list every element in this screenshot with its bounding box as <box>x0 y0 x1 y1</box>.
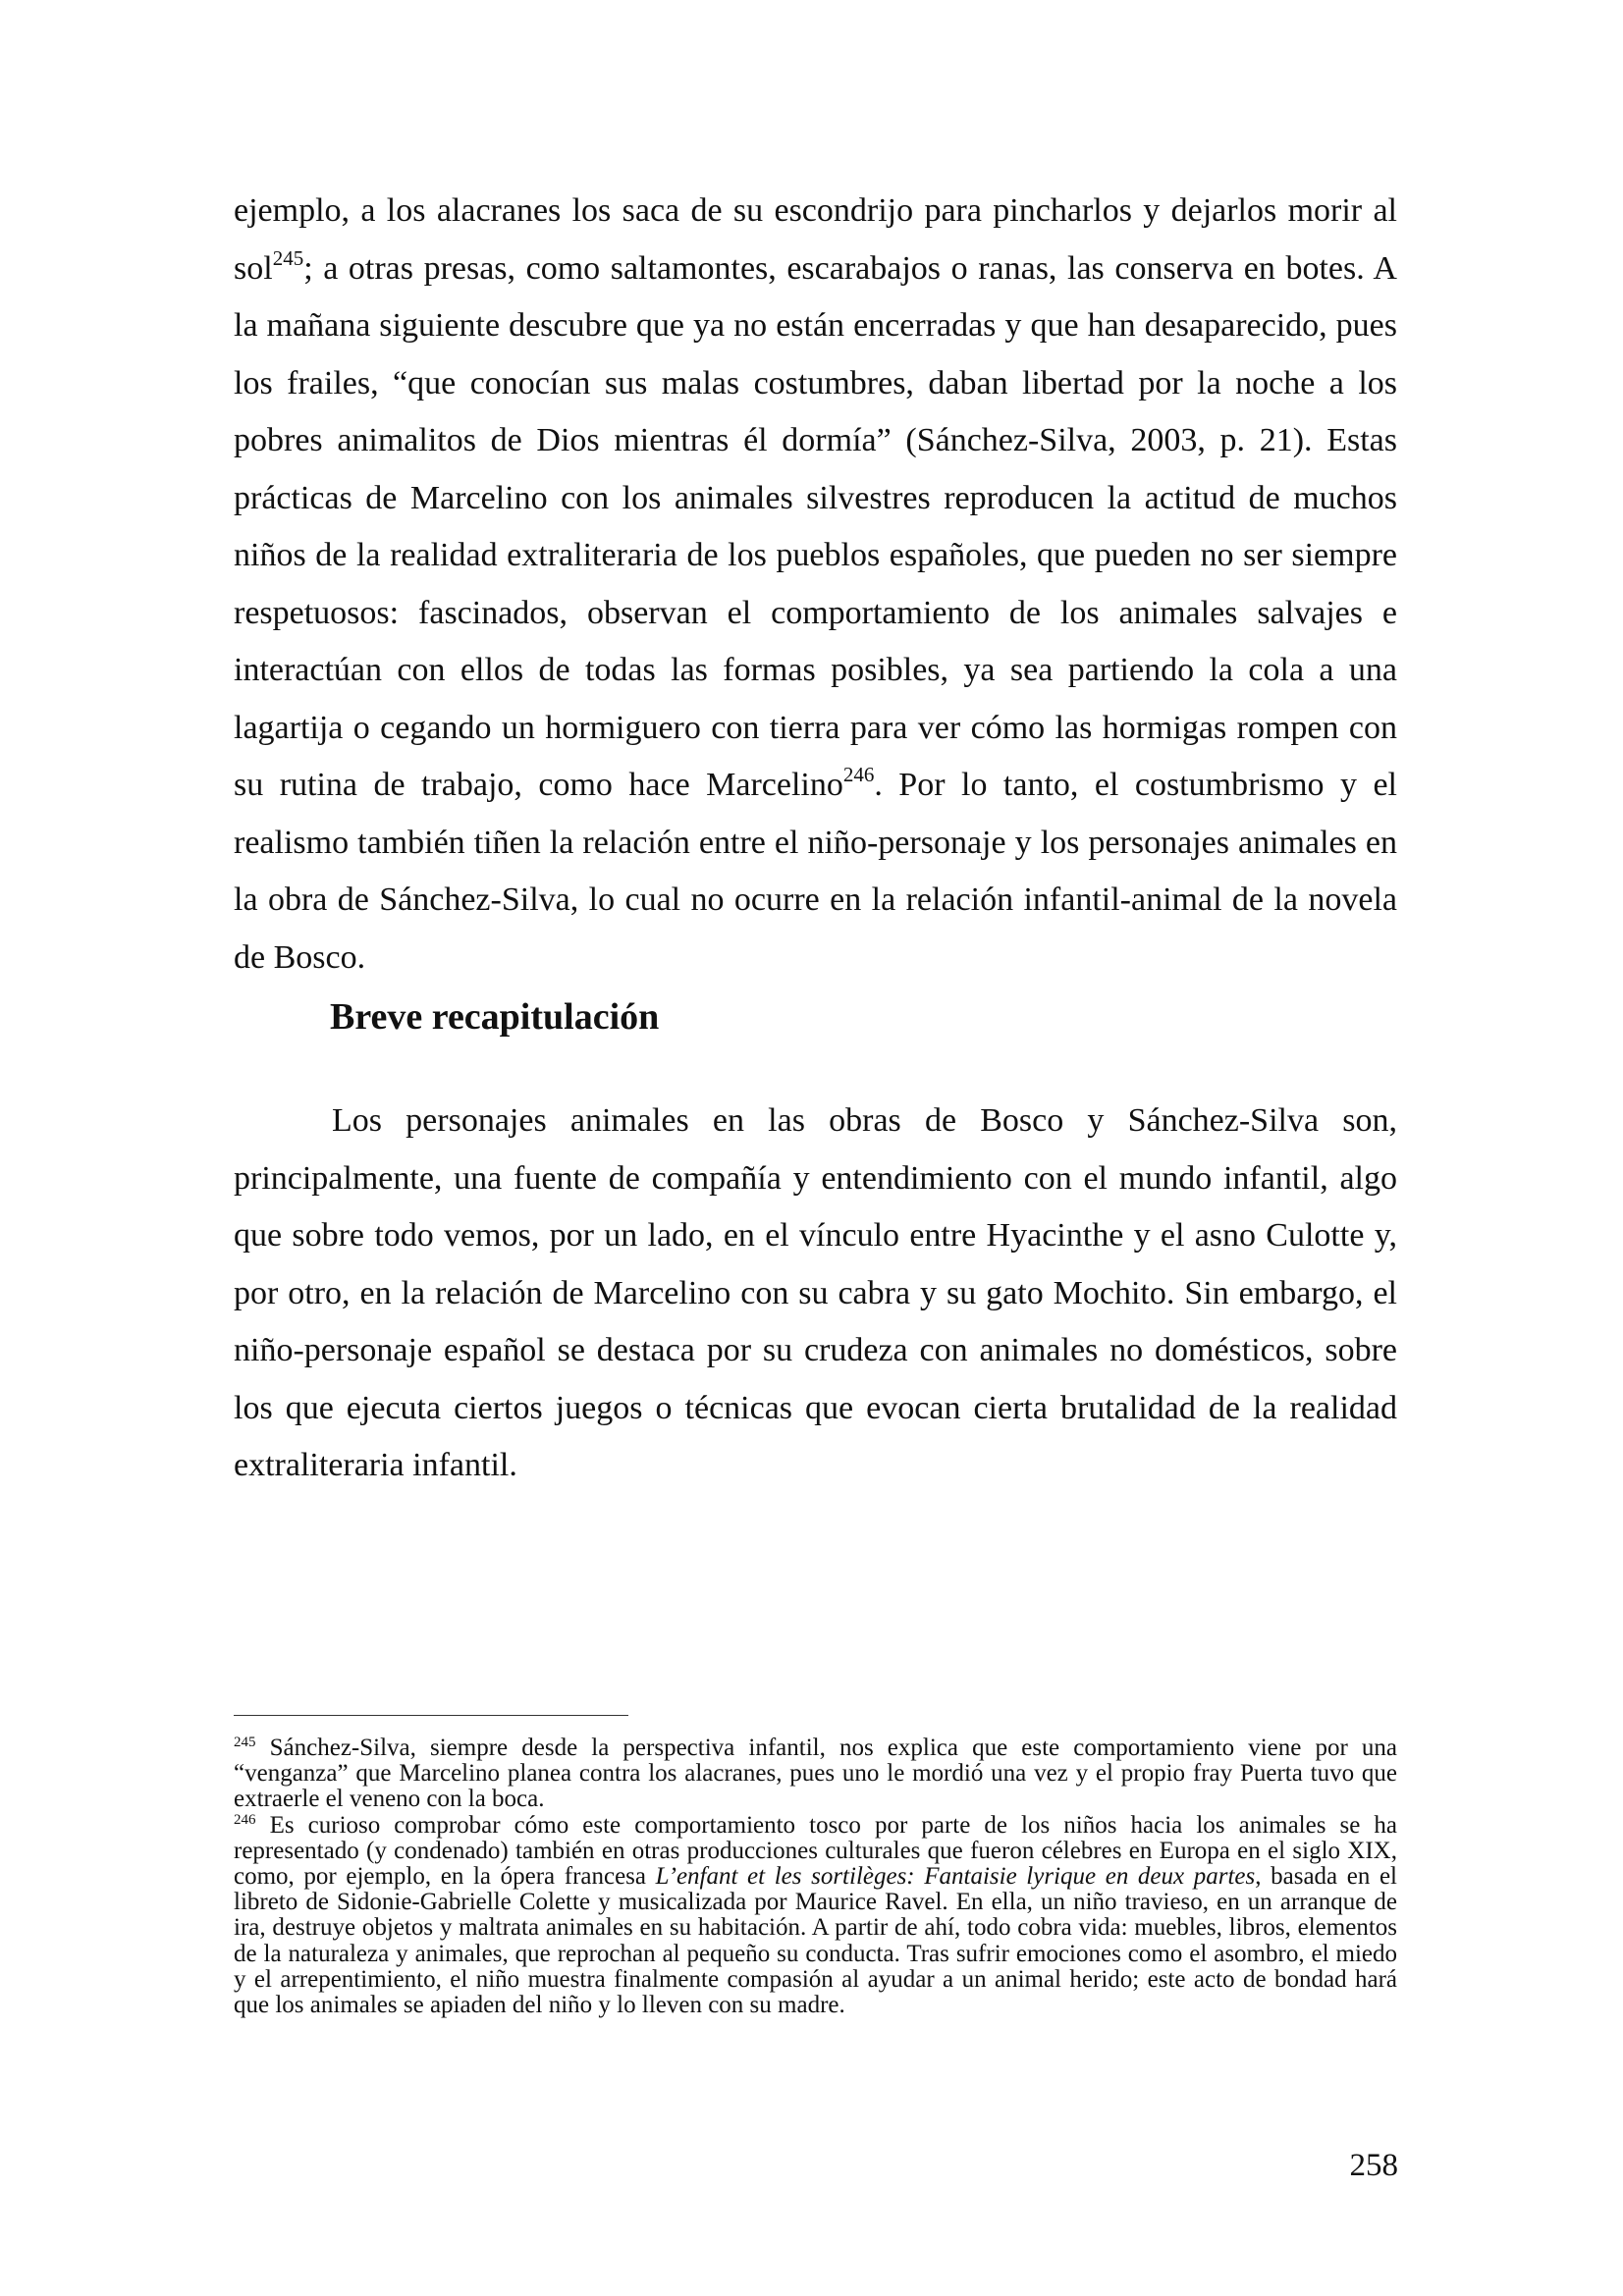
footnote-number-246: 246 <box>234 1811 256 1828</box>
footnote-number-245: 245 <box>234 1735 256 1750</box>
paragraph-1-text-c: . Por lo tanto, el costumbrismo y el realismo también tiñen la relación entre el niño-personaje y los personajes animales en la obra de Sánchez-Silva, lo cual no ocurre en la relación infantil-animal de la novela de Bosco. <box>234 767 1397 976</box>
footnote-246-text-a: Es curioso comprobar cómo este comportamiento tosco por parte de los niños hacia los animales se ha representado (y condenado) también en otras producciones culturales que fueron célebres en Europa en el siglo XIX, como, por ejemplo, en la ópera francesa <box>234 1811 1398 1891</box>
footnotes <box>234 1735 1397 2018</box>
footnote-ref-246[interactable]: 246 <box>842 763 875 786</box>
footnote-246 <box>234 1813 1397 2019</box>
footnote-ref-245[interactable]: 245 <box>272 245 304 270</box>
paragraph-1-text-b: ; a otras presas, como saltamontes, escarabajos o ranas, las conserva en botes. A la mañana siguiente descubre que ya no están encerradas y que han desaparecido, pues los frailes, “que conocían sus malas costumbres, daban libertad por la noche a los pobres animalitos de Dios mientras él dormía” (Sánchez-Silva, 2003, p. 21). Estas prácticas de Marcelino con los animales silvestres reproducen la actitud de muchos niños de la realidad extraliteraria de los pueblos españoles, que pueden no ser siempre respetuosos: fascinados, observan el comportamiento de los animales salvajes e interactúan con ellos de todas las formas posibles, ya sea partiendo la cola a una lagartija o cegando un hormiguero con tierra para ver cómo las hormigas rompen con su rutina de trabajo, como hace Marcelino <box>234 249 1397 803</box>
footnote-separator <box>234 1715 628 1716</box>
paragraph-1-text-a: ejemplo, a los alacranes los saca de su escondrijo para pincharlos y dejarlos morir al sol <box>234 192 1397 287</box>
footnote-246-text-b: , basada en el libreto de Sidonie-Gabrielle Colette y musicalizada por Maurice Ravel. En ella, un niño travieso, en un arranque de ira, destruye objetos y maltrata animales en su habitación. A partir de ahí, todo cobra vida: muebles, libros, elementos de la naturaleza y animales, que reprochan al pequeño su conducta. Tras sufrir emociones como el asombro, el miedo y el arrepentimiento, el niño muestra finalmente compasión al ayudar a un animal herido; este acto de bondad hará que los animales se apiaden del niño y lo lleven con su madre. <box>234 1863 1398 2019</box>
footnote-245-text: Sánchez-Silva, siempre desde la perspectiva infantil, nos explica que este comportamiento viene por una “venganza” que Marcelino planea contra los alacranes, pues uno le mordió una vez y el propio fray Puerta tuvo que extraerle el veneno con la boca. <box>234 1735 1398 1813</box>
footnote-246-opera-title: L’enfant et les sortilèges: Fantaisie lyrique en deux partes <box>655 1863 1256 1891</box>
body-paragraph-1 <box>234 183 1397 987</box>
page-number: 258 <box>1349 2148 1398 2183</box>
footnote-245 <box>234 1735 1397 1813</box>
body-paragraph-2: Los personajes animales en las obras de Bosco y Sánchez-Silva son, principalmente, una fuente de compañía y entendimiento con el mundo infantil, algo que sobre todo vemos, por un lado, en el vínculo entre Hyacinthe y el asno Culotte y, por otro, en la relación de Marcelino con su cabra y su gato Mochito. Sin embargo, el niño-personaje español se destaca por su crudeza con animales no domésticos, sobre los que ejecuta ciertos juegos o técnicas que evocan cierta brutalidad de la realidad extraliteraria infantil. <box>234 1102 1397 1483</box>
section-heading: Breve recapitulación <box>330 996 660 1038</box>
